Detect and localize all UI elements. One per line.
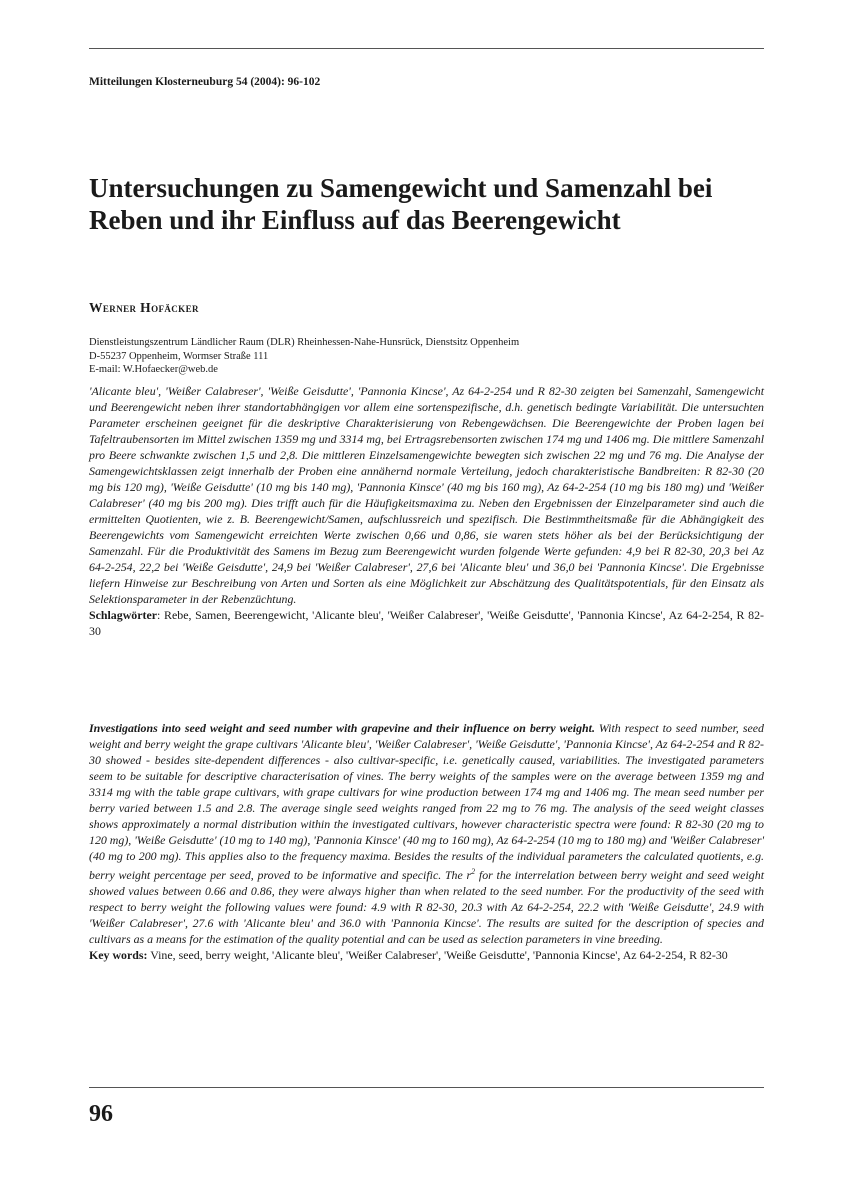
page-number: 96 bbox=[89, 1101, 113, 1127]
abstract-german bbox=[89, 383, 764, 639]
author-name: Werner Hofäcker bbox=[89, 300, 199, 315]
affiliation-institution: Dienstleistungszentrum Ländlicher Raum (DLR) Rheinhessen-Nahe-Hunsrück, Dienstsitz Oppenheim bbox=[89, 337, 520, 348]
journal-citation: Mitteilungen Klosterneuburg 54 (2004): 96-102 bbox=[89, 76, 321, 88]
abstract-german-text: 'Alicante bleu', 'Weißer Calabreser', 'Weiße Geisdutte', 'Pannonia Kincse', Az 64-2-254 und R 82-30 zeigten bei Samenzahl, Samengewicht und Beerengewicht neben ihrer standortabhängigen vor allem eine sortenspezifische, d.h. genetisch bedingte Variabilität. Die untersuchten Parameter erscheinen geeignet für die deskriptive Charakterisierung von Rebengewächsen. Die Beerengewichte der Proben lagen bei Tafeltraubensorten im Mittel zwischen 1359 mg und 3314 mg, bei Ertragsrebensorten zwischen 174 mg und 1406 mg. Die mittlere Samenzahl pro Beere schwankte zwischen 1,5 und 2,8. Die mittleren Einzelsamengewichte bewegten sich zwischen 22 mg und 76 mg. Die Analyse der Samengewichtsklassen zeigt innerhalb der Proben eine annähernd normale Verteilung, jedoch charakteristische Bandbreiten: R 82-30 (20 mg bis 120 mg), 'Weiße Geisdutte' (10 mg bis 140 mg), 'Pannonia Kinsce' (40 mg bis 160 mg), Az 64-2-254 (10 mg bis 180 mg) und 'Weißer Calabreser' (40 mg bis 200 mg). Dies trifft auch für die Häufigkeitsmaxima zu. Neben den Ergebnissen der Einzelparameter sind auch die ermittelten Quotienten, wie z. B. Beerengewicht/Samen, aufschlussreich und spezifisch. Die Bestimmtheitsmaße für die Abhängigkeit des Beerengewichts vom Samengewicht erreichten Werte zwischen 0,66 und 0,86, sie waren stets höher als bei der Berücksichtigung der Samenzahl. Für die Produktivität des Samens im Bezug zum Beerengewicht wurden folgende Werte gefunden: 4,9 bei R 82-30, 20,3 bei Az 64-2-254, 22,2 bei 'Weiße Geisdutte', 24,9 bei 'Weißer Calabreser', 27,6 bei 'Alicante bleu' und 36,0 bei 'Pannonia Kincse'. Die Ergebnisse liefern Hinweise zur Beschreibung von Arten und Sorten als eine Möglichkeit zur Abschätzung des Qualitätspotentials, für den Einsatz als Selektionsparameter in der Rebenzüchtung. bbox=[89, 384, 764, 606]
r-squared-symbol: r bbox=[466, 867, 472, 882]
keywords-english-label: Key words: bbox=[89, 947, 148, 962]
keywords-english: Vine, seed, berry weight, 'Alicante bleu', 'Weißer Calabreser', 'Weiße Geisdutte', 'Pannonia Kincse', Az 64-2-254, R 82-30 bbox=[147, 947, 728, 962]
abstract-english bbox=[89, 720, 764, 963]
affiliation-address: D-55237 Oppenheim, Wormser Straße 111 bbox=[89, 350, 269, 362]
keywords-german-label: Schlagwörter bbox=[89, 608, 158, 622]
abstract-english-text-part2: for the interrelation between berry weight and seed weight showed values between 0.66 and 0.86, they were always higher than when related to the seed number. For the productivity of the seed with respect to berry weight the following values were found: 4.9 with R 82-30, 20.3 with Az 64-2-254, 22.2 with 'Weiße Geisdutte', 24.9 with 'Weißer Calabreser', 27.6 with 'Alicante bleu' and 36.0 with 'Pannonia Kincse'. The results are suited for the description of species and cultivars as a means for the estimation of the quality potential and can be used as selection parameters in vine breeding. bbox=[89, 867, 765, 946]
header-rule bbox=[89, 48, 764, 49]
affiliation-email: E-mail: W.Hofaecker@web.de bbox=[89, 364, 218, 375]
keywords-german: : Rebe, Samen, Beerengewicht, 'Alicante bleu', 'Weißer Calabreser', 'Weiße Geisdutte', 'Pannonia Kincse', Az 64-2-254, R 82-30 bbox=[89, 608, 764, 638]
article-title: Untersuchungen zu Samengewicht und Samenzahl bei Reben und ihr Einfluss auf das Beerengewicht bbox=[89, 173, 713, 235]
r-squared-exponent: 2 bbox=[471, 867, 476, 876]
affiliation-block bbox=[89, 336, 519, 377]
abstract-english-text-part1: With respect to seed number, seed weight and berry weight the grape cultivars 'Alicante bleu', 'Weißer Calabreser', 'Weiße Geisdutte', 'Pannonia Kincse', Az 64-2-254 and R 82-30 showed - besides site-dependent differences - also cultivar-specific, i.e. genetically caused, variabilities. The investigated parameters seem to be suitable for descriptive characterisation of vines. The berry weights of the samples were on the average between 1359 mg and 3314 mg with the table grape cultivars, with grape cultivars for wine production between 174 mg and 1406 mg. The mean seed number per berry varied between 1.5 and 2.8. The average single seed weights ranged from 22 mg to 76 mg. The analysis of the seed weight classes shows approximately a normal distribution within the investigated cultivars, however characteristic spectra were found: R 82-30 (20 mg to 120 mg), 'Weiße Geisdutte' (10 mg to 140 mg), 'Pannonia Kinsce' (40 mg to 160 mg), Az 64-2-254 (10 mg to 180 mg) and 'Weißer Calabreser' (40 mg to 200 mg). This applies also to the frequency maxima. Besides the results of the individual parameters the calculated quotients, e.g. berry weight percentage per seed, proved to be informative and specific. The bbox=[89, 721, 765, 882]
abstract-english-title: Investigations into seed weight and seed number with grapevine and their influence on berry weight. bbox=[89, 721, 595, 735]
footer-rule bbox=[89, 1087, 764, 1088]
